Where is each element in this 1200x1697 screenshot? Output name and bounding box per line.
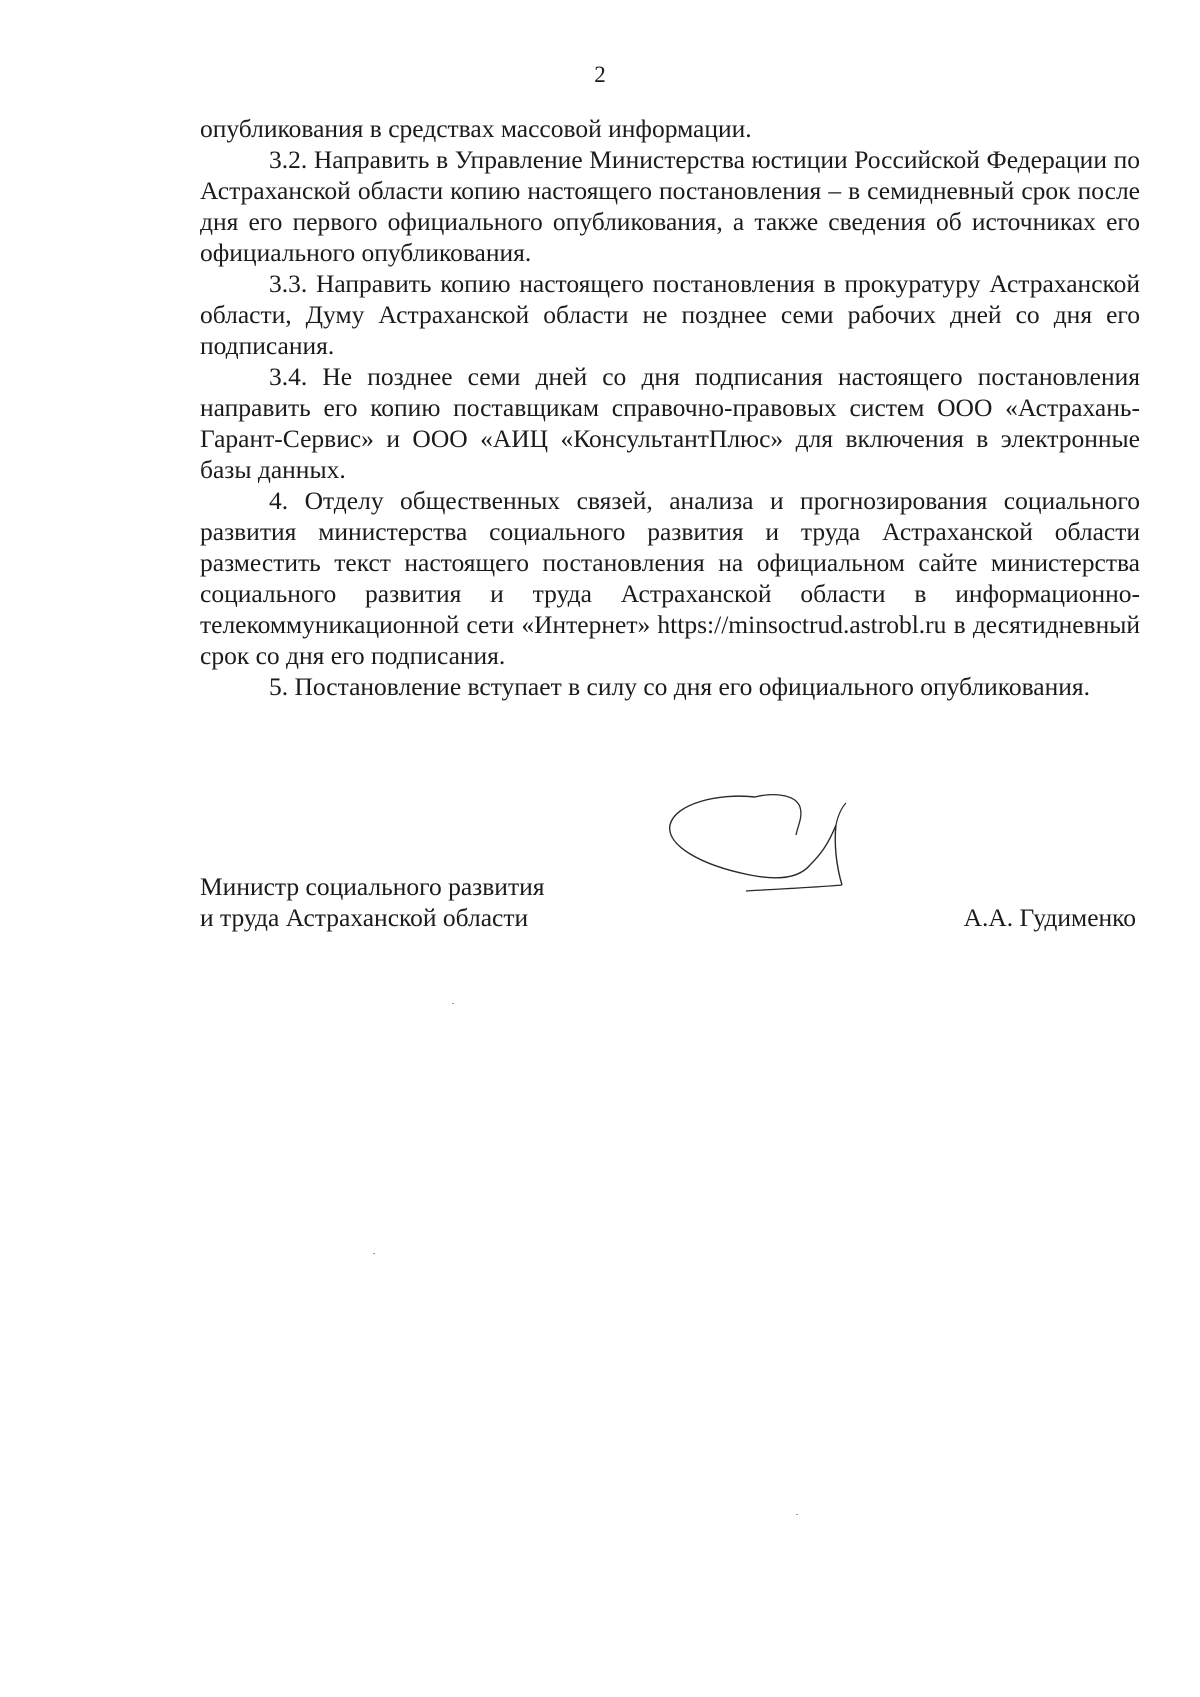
paragraph-3-4: 3.4. Не позднее семи дней со дня подписания настоящего постановления направить его копию поставщикам справочно-правовых систем ООО «Астрахань-Гарант-Сервис» и ООО «АИЦ «КонсультантПлюс» для включения в электронные базы данных. <box>200 362 1140 484</box>
handwritten-signature-icon <box>660 785 890 935</box>
document-body <box>200 113 1140 702</box>
signatory-position-line-1: Министр социального развития <box>200 872 545 901</box>
paragraph-3-3: 3.3. Направить копию настоящего постановления в прокуратуру Астраханской области, Думу Астраханской области не позднее семи рабочих дней со дня его подписания. <box>200 269 1140 360</box>
signatory-position-line-2: и труда Астраханской области <box>200 903 529 932</box>
paragraph-5: 5. Постановление вступает в силу со дня его официального опубликования. <box>269 672 1090 701</box>
scan-speck <box>796 1514 798 1515</box>
paragraph-3-2: 3.2. Направить в Управление Министерства юстиции Российской Федерации по Астраханской области копию настоящего постановления – в семидневный срок после дня его первого официального опубликования, а также сведения об источниках его официального опубликования. <box>200 145 1140 267</box>
signatory-name: А.А. Гудименко <box>963 903 1136 932</box>
scan-speck <box>452 1003 454 1004</box>
paragraph-continuation: опубликования в средствах массовой информации. <box>200 114 752 143</box>
paragraph-4: 4. Отделу общественных связей, анализа и прогнозирования социального развития министерства социального развития и труда Астраханской области разместить текст настоящего постановления на официальном сайте министерства социального развития и труда Астраханской области в информационно-телекоммуникационной сети «Интернет» https://minsoctrud.astrobl.ru в десятидневный срок со дня его подписания. <box>200 486 1140 670</box>
signatory-position <box>200 871 544 933</box>
scan-speck <box>373 1253 375 1254</box>
page-number: 2 <box>594 62 606 87</box>
